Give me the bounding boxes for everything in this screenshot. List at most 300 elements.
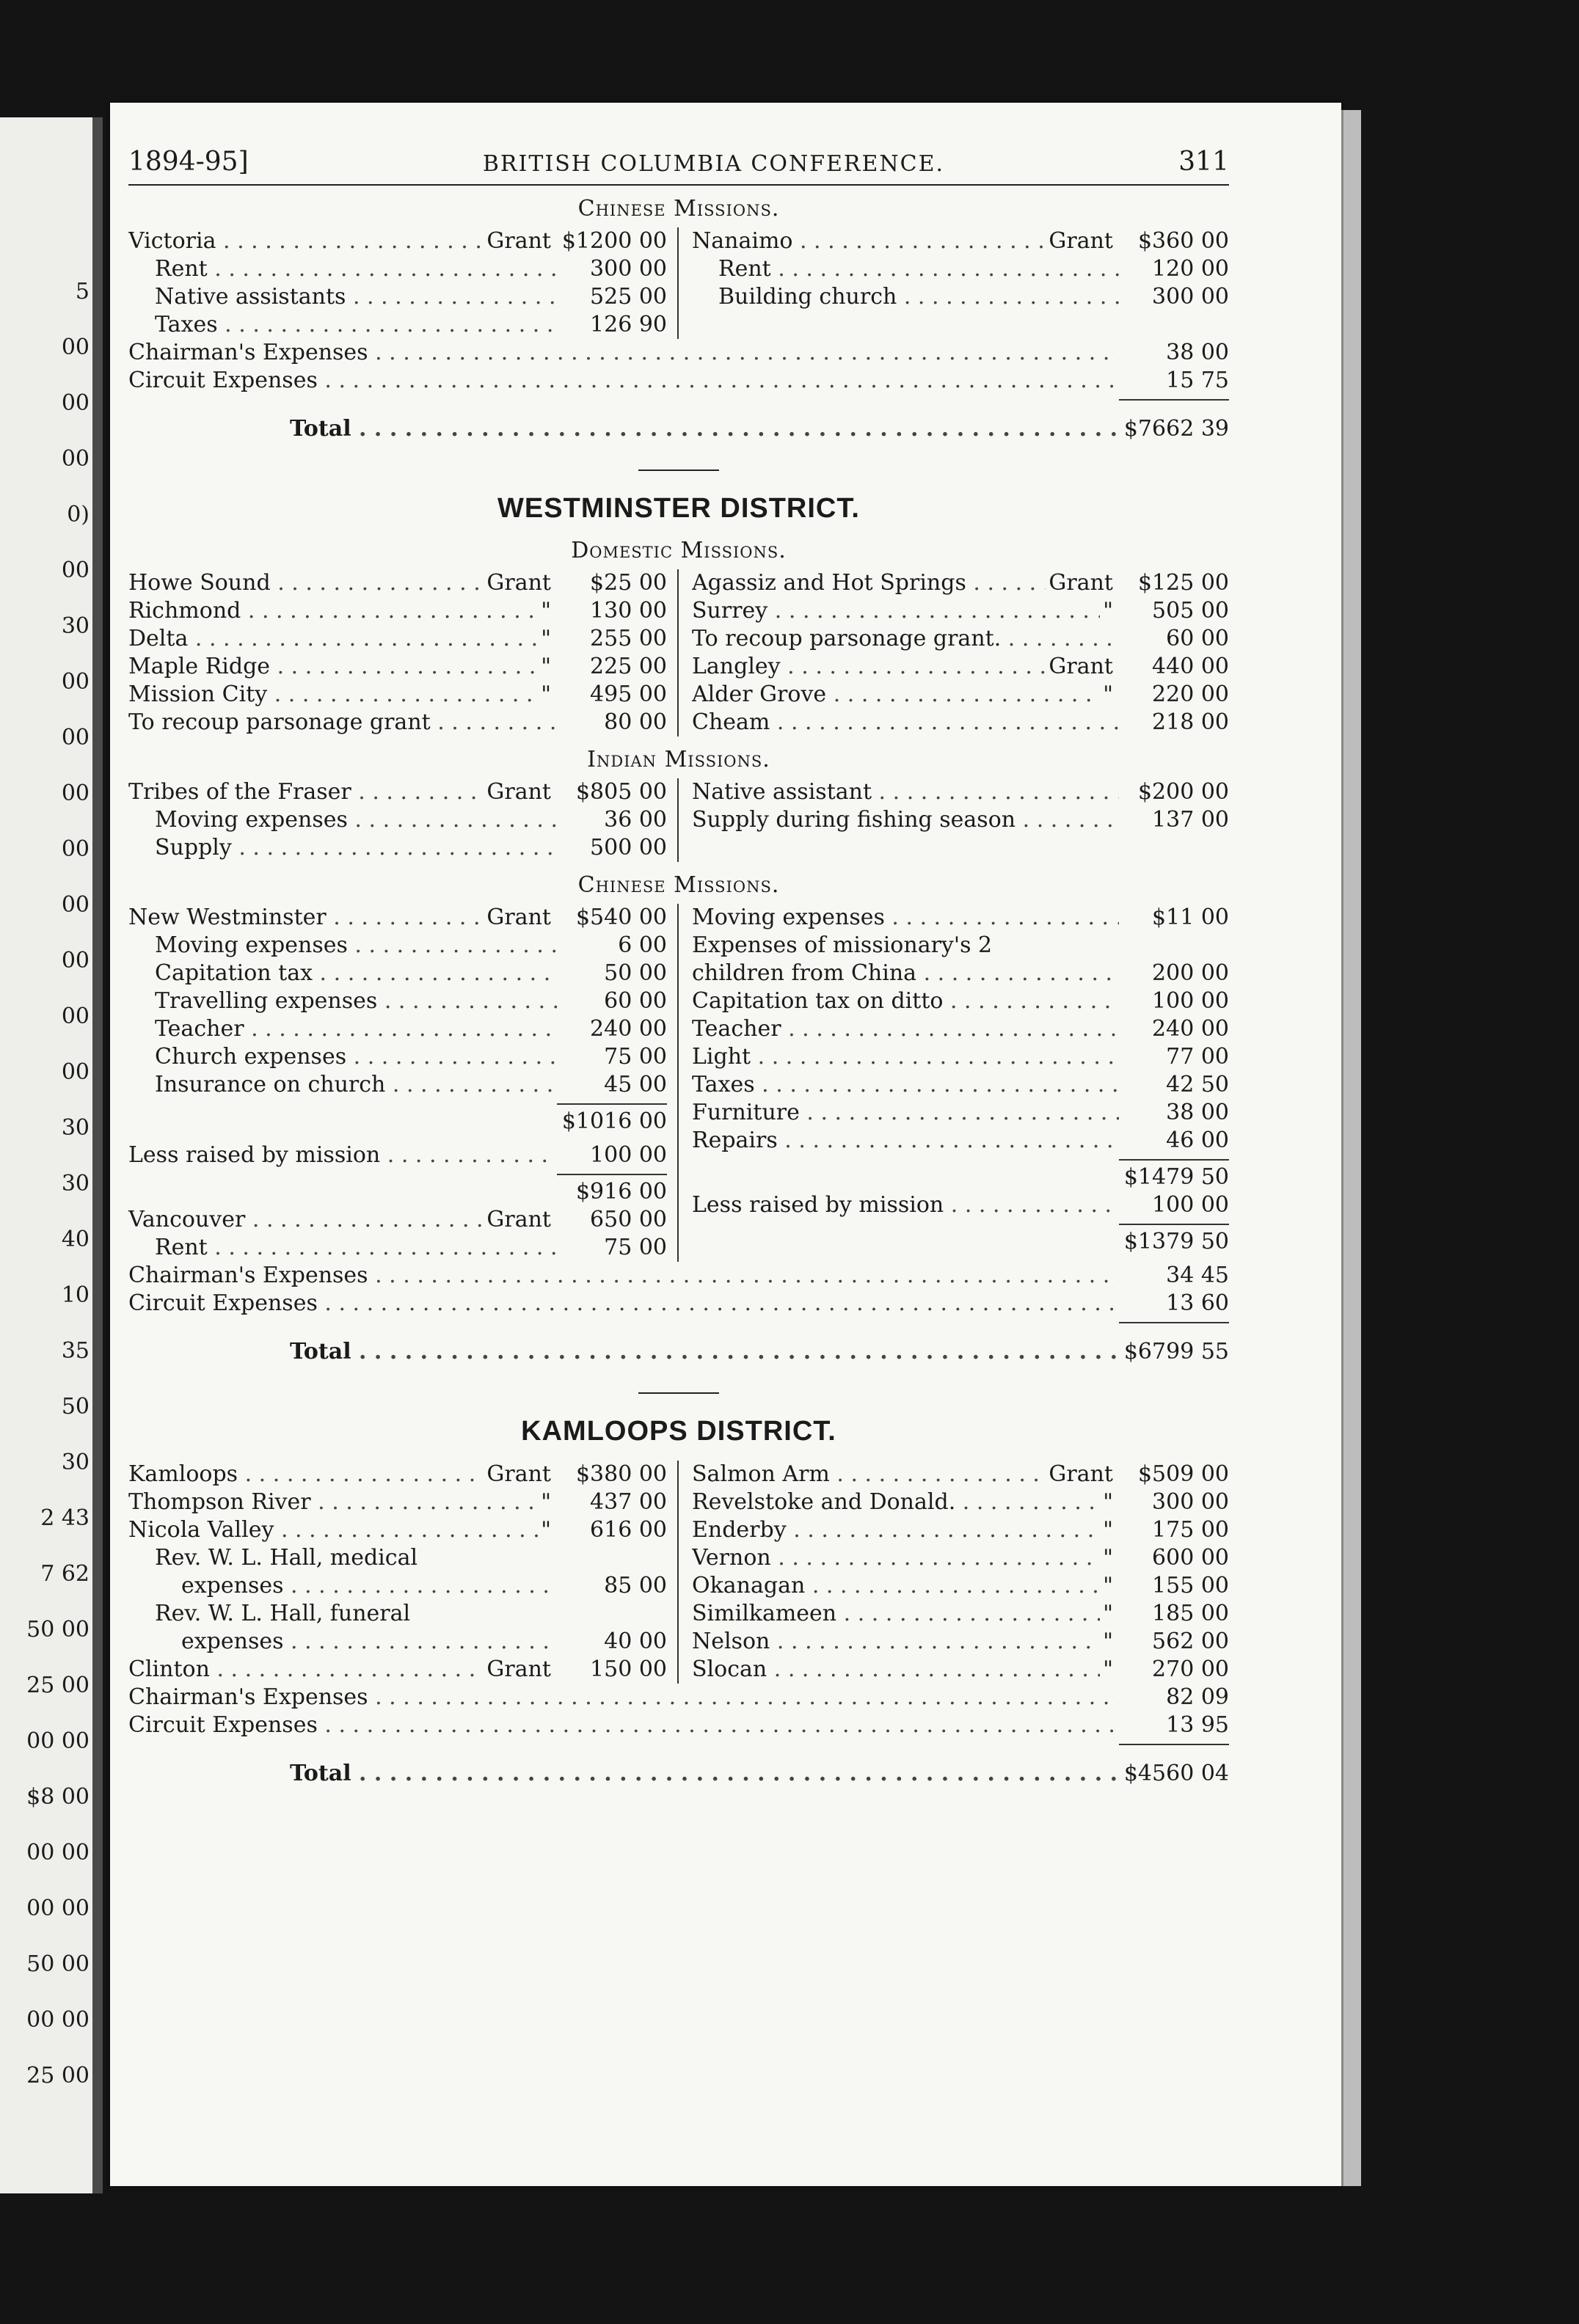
- ledger-row: [692, 1015, 1229, 1043]
- ledger-row: [128, 569, 667, 597]
- ledger-amount: $540 00: [575, 905, 667, 930]
- ledger-amount: [557, 1600, 667, 1628]
- ledger-amount: $805 00: [575, 779, 667, 805]
- ledger-row: [128, 806, 667, 834]
- previous-page-amount: 25 00: [26, 2063, 90, 2089]
- total-row: [128, 1338, 1229, 1366]
- total-row: [128, 415, 1229, 443]
- grant-marker: Grant: [486, 1461, 551, 1487]
- ledger-row: [128, 1711, 1229, 1739]
- westminster-district-heading: WESTMINSTER DISTRICT.: [497, 493, 860, 524]
- table-right-column: [679, 904, 1229, 1262]
- ledger-label: Maple Ridge . . .: [128, 653, 538, 681]
- ledger-amount: 218 00: [1152, 709, 1229, 735]
- ledger-amount: 50 00: [604, 960, 667, 986]
- table-right-column: [679, 778, 1229, 862]
- ledger-amount: 200 00: [1152, 960, 1229, 986]
- grant-marker: ": [541, 598, 551, 624]
- table-left-column: [128, 227, 679, 339]
- previous-page-amount: 30: [61, 1115, 90, 1141]
- ledger-row: [128, 1572, 667, 1600]
- ledger-label: Repairs . . .: [692, 1127, 1119, 1155]
- ledger-amount: 225 00: [590, 654, 667, 679]
- ledger-amount: 15 75: [1166, 368, 1229, 393]
- table-left-column: [128, 569, 679, 737]
- grant-marker: ": [1103, 682, 1113, 707]
- grant-marker: ": [1103, 1601, 1113, 1626]
- grant-marker: ": [1103, 1517, 1113, 1543]
- ledger-amount: $509 00: [1137, 1461, 1229, 1487]
- ledger-row: [128, 1516, 667, 1544]
- ledger-row: [692, 1628, 1229, 1656]
- ledger-row: [128, 1290, 1229, 1318]
- ledger-row: [692, 625, 1229, 653]
- ledger-amount: 562 00: [1152, 1629, 1229, 1654]
- ledger-amount: 75 00: [604, 1235, 667, 1260]
- ledger-amount: 42 50: [1166, 1072, 1229, 1097]
- district-expenses: [128, 1262, 1229, 1318]
- ledger-amount: 38 00: [1166, 1100, 1229, 1125]
- ledger-row: [128, 1043, 667, 1071]
- ledger-amount: 300 00: [1152, 284, 1229, 310]
- total-amount: $6799 55: [1123, 1339, 1229, 1364]
- previous-page-amount: 7 62: [40, 1561, 90, 1587]
- table-left-column: [128, 904, 679, 1262]
- table-right-column: [679, 1461, 1229, 1684]
- ledger-label: Church expenses . . .: [155, 1043, 557, 1071]
- ledger-row: [128, 904, 667, 932]
- ledger-row: [128, 778, 667, 806]
- ledger-amount: 495 00: [590, 682, 667, 707]
- ledger-row: [692, 1488, 1229, 1516]
- grant-marker: ": [1103, 1573, 1113, 1598]
- ledger-amount: $380 00: [575, 1461, 667, 1487]
- previous-page-amount: 00: [61, 1059, 90, 1085]
- net-amount: $1379 50: [1123, 1229, 1229, 1254]
- ledger-label: Rent . . .: [155, 255, 557, 283]
- ledger-row: [692, 960, 1229, 987]
- ledger-amount: 120 00: [1152, 256, 1229, 282]
- ledger-amount: 13 60: [1166, 1290, 1229, 1316]
- section-divider: [638, 1392, 719, 1394]
- ledger-amount: 440 00: [1152, 654, 1229, 679]
- previous-page-amount: 10: [61, 1282, 90, 1308]
- ledger-row: [128, 1234, 667, 1262]
- ledger-label: Circuit Expenses . . .: [128, 367, 1119, 395]
- ledger-label: Rent . . .: [155, 1234, 557, 1262]
- chinese-missions-table: [128, 227, 1229, 339]
- ledger-row: [128, 597, 667, 625]
- table-left-column: [128, 1461, 679, 1684]
- previous-page-amount: 00: [61, 669, 90, 695]
- ledger-amount: 36 00: [604, 807, 667, 833]
- previous-page-amount: 00: [61, 781, 90, 806]
- grant-marker: ": [541, 626, 551, 651]
- previous-page-amount: 50 00: [26, 1951, 90, 1977]
- ledger-row: [128, 1206, 667, 1234]
- ledger-row: [692, 1516, 1229, 1544]
- ledger-label: expenses . . .: [181, 1628, 557, 1656]
- ledger-row: [128, 1461, 667, 1488]
- ledger-label: Enderby . . .: [692, 1516, 1100, 1544]
- ledger-amount: 77 00: [1166, 1044, 1229, 1070]
- grant-marker: Grant: [486, 228, 551, 254]
- page-number: 311: [1178, 147, 1229, 177]
- ledger-label: Thompson River . . .: [128, 1488, 538, 1516]
- ledger-amount: $125 00: [1137, 570, 1229, 596]
- ledger-row: [692, 653, 1229, 681]
- grant-marker: Grant: [1049, 1461, 1113, 1487]
- previous-page-amount: 0): [67, 502, 90, 527]
- ledger-label: Travelling expenses . . .: [155, 987, 557, 1015]
- ledger-row: [692, 1071, 1229, 1099]
- ledger-row: [128, 1628, 667, 1656]
- grant-marker: Grant: [1049, 228, 1113, 254]
- ledger-amount: 100 00: [1152, 988, 1229, 1014]
- previous-page-amount: 5: [75, 279, 90, 304]
- ledger-label: expenses . . .: [181, 1572, 557, 1600]
- grant-marker: Grant: [1049, 654, 1113, 679]
- grant-marker: ": [541, 682, 551, 707]
- ledger-amount: 505 00: [1152, 598, 1229, 624]
- ledger-row: [128, 1656, 667, 1684]
- ledger-label: Expenses of missionary's 2: [692, 932, 993, 958]
- less-raised-amount: 100 00: [1152, 1192, 1229, 1218]
- grant-marker: ": [541, 1489, 551, 1515]
- previous-page-amount: 30: [61, 1450, 90, 1475]
- subsection-domestic-missions: Domestic Missions.: [571, 538, 787, 563]
- ledger-amount: 126 90: [590, 312, 667, 337]
- page-stack-edge: [1341, 110, 1361, 2186]
- ledger-label: Circuit Expenses . . .: [128, 1290, 1119, 1318]
- ledger-amount: 130 00: [590, 598, 667, 624]
- ledger-label: children from China . . .: [692, 960, 1119, 987]
- previous-page-amount: 00 00: [26, 2007, 90, 2033]
- ledger-row: [692, 1127, 1229, 1155]
- ledger-label: Taxes . . .: [155, 311, 557, 339]
- previous-page-amount: 00: [61, 446, 90, 472]
- ledger-row: [128, 653, 667, 681]
- district-expenses: [128, 1684, 1229, 1739]
- ledger-label: Nicola Valley . . .: [128, 1516, 538, 1544]
- ledger-amount: 220 00: [1152, 682, 1229, 707]
- ledger-label: Taxes . . .: [692, 1071, 1119, 1099]
- ledger-label: Tribes of the Fraser . . .: [128, 778, 484, 806]
- ledger-label: Cheam . . .: [692, 709, 1119, 737]
- district-expenses: [128, 339, 1229, 395]
- ledger-label: Agassiz and Hot Springs . . .: [692, 569, 1046, 597]
- ledger-label: Langley . . .: [692, 653, 1046, 681]
- ledger-row: [692, 255, 1229, 283]
- ledger-row: [128, 709, 667, 737]
- ledger-row: [128, 1262, 1229, 1290]
- ledger-label: Native assistant . . .: [692, 778, 1119, 806]
- ledger-label: Victoria . . .: [128, 227, 484, 255]
- ledger-amount: 34 45: [1166, 1263, 1229, 1288]
- ledger-row: [692, 1099, 1229, 1127]
- ledger-amount: 60 00: [604, 988, 667, 1014]
- ledger-label: Furniture . . .: [692, 1099, 1119, 1127]
- ledger-label: Nanaimo . . .: [692, 227, 1046, 255]
- ledger-row: [128, 625, 667, 653]
- ledger-row: [128, 367, 1229, 395]
- conference-title: BRITISH COLUMBIA CONFERENCE.: [482, 151, 945, 177]
- total-row: [128, 1760, 1229, 1788]
- ledger-row: [128, 834, 667, 862]
- ledger-row: [692, 987, 1229, 1015]
- ledger-label: Supply during fishing season . . .: [692, 806, 1119, 834]
- previous-page-amount: 00: [61, 892, 90, 918]
- ledger-amount: 38 00: [1166, 340, 1229, 365]
- previous-page-amount: 00: [61, 725, 90, 750]
- table-right-column: [679, 569, 1229, 737]
- less-raised-amount: 100 00: [590, 1142, 667, 1168]
- ledger-amount: $200 00: [1137, 779, 1229, 805]
- ledger-label: Teacher . . .: [155, 1015, 557, 1043]
- ledger-label: Salmon Arm . . .: [692, 1461, 1046, 1488]
- ledger-label: Capitation tax on ditto . . .: [692, 987, 1119, 1015]
- ledger-label: Moving expenses . . .: [155, 932, 557, 960]
- ledger-row: [692, 1544, 1229, 1572]
- ledger-row: [128, 681, 667, 709]
- ledger-row: [128, 960, 667, 987]
- previous-page-amount: 00: [61, 558, 90, 583]
- ledger-label: To recoup parsonage grant. . . .: [692, 625, 1119, 653]
- section-divider: [638, 469, 719, 471]
- total-rule: [128, 1739, 1229, 1748]
- ledger-row: [128, 1544, 667, 1572]
- ledger-amount: $1200 00: [561, 228, 667, 254]
- volume-years: 1894-95]: [128, 147, 249, 177]
- ledger-row: [692, 904, 1229, 932]
- previous-page-amount: 00: [61, 390, 90, 416]
- grant-marker: ": [1103, 598, 1113, 624]
- previous-page-amount: 00: [61, 335, 90, 360]
- ledger-amount: 437 00: [590, 1489, 667, 1515]
- ledger-row: [128, 283, 667, 311]
- ledger-row: [128, 1015, 667, 1043]
- net-amount: $916 00: [575, 1179, 667, 1205]
- ledger-row: [692, 283, 1229, 311]
- ledger-label: Richmond . . .: [128, 597, 538, 625]
- ledger-amount: $25 00: [590, 570, 667, 596]
- ledger-amount: 45 00: [604, 1072, 667, 1097]
- ledger-label: Supply . . .: [155, 834, 557, 862]
- subsection-chinese-missions-2: Chinese Missions.: [577, 872, 780, 898]
- ledger-label: Chairman's Expenses . . .: [128, 1684, 1119, 1711]
- ledger-amount: 155 00: [1152, 1573, 1229, 1598]
- previous-page-amount: 40: [61, 1227, 90, 1252]
- previous-page-amount: 30: [61, 613, 90, 639]
- ledger-amount: 616 00: [590, 1517, 667, 1543]
- total-label: Total . . .: [290, 1338, 1119, 1366]
- subsection-indian-missions: Indian Missions.: [587, 747, 770, 772]
- ledger-row: [128, 339, 1229, 367]
- grant-marker: Grant: [486, 1207, 551, 1232]
- ledger-label: Capitation tax . . .: [155, 960, 557, 987]
- previous-page-amount: 00 00: [26, 1840, 90, 1866]
- subsection-chinese-missions-1: Chinese Missions.: [577, 196, 780, 222]
- ledger-amount: 500 00: [590, 835, 667, 860]
- chinese-missions-westminster-table: [128, 904, 1229, 1262]
- ledger-row: [692, 1600, 1229, 1628]
- domestic-missions-table: [128, 569, 1229, 737]
- ledger-label: Chairman's Expenses . . .: [128, 1262, 1119, 1290]
- grant-marker: Grant: [486, 905, 551, 930]
- previous-page-amount: 35: [61, 1338, 90, 1364]
- table-left-column: [128, 778, 679, 862]
- ledger-row: [128, 987, 667, 1015]
- ledger-amount: $11 00: [1152, 905, 1229, 930]
- ledger-label: New Westminster . . .: [128, 904, 484, 932]
- grant-marker: Grant: [1049, 570, 1113, 596]
- ledger-amount: 255 00: [590, 626, 667, 651]
- ledger-label: Delta . . .: [128, 625, 538, 653]
- previous-page-amount: 00 00: [26, 1896, 90, 1921]
- ledger-label: Similkameen . . .: [692, 1600, 1100, 1628]
- ledger-row: [128, 255, 667, 283]
- total-amount: $4560 04: [1123, 1761, 1229, 1786]
- ledger-amount: 82 09: [1166, 1684, 1229, 1710]
- ledger-row: [692, 569, 1229, 597]
- ledger-label: Circuit Expenses . . .: [128, 1711, 1119, 1739]
- grant-marker: Grant: [486, 570, 551, 596]
- ledger-amount: 6 00: [618, 932, 667, 958]
- ledger-amount: $360 00: [1137, 228, 1229, 254]
- ledger-label: Light . . .: [692, 1043, 1119, 1071]
- previous-page-amount: $8 00: [26, 1784, 90, 1810]
- previous-page-amount: 30: [61, 1171, 90, 1196]
- previous-page-amount: 00: [61, 1004, 90, 1029]
- ledger-amount: 240 00: [1152, 1016, 1229, 1042]
- ledger-label: Rev. W. L. Hall, medical: [155, 1545, 418, 1571]
- ledger-label: Okanagan . . .: [692, 1572, 1100, 1600]
- ledger-label: Teacher . . .: [692, 1015, 1119, 1043]
- ledger-label: Vancouver . . .: [128, 1206, 484, 1234]
- ledger-amount: 13 95: [1166, 1712, 1229, 1738]
- previous-page-amount: 00 00: [26, 1728, 90, 1754]
- ledger-row: [128, 932, 667, 960]
- ledger-row: [692, 227, 1229, 255]
- ledger-amount: [1119, 932, 1229, 960]
- ledger-label: Rent . . .: [718, 255, 1119, 283]
- ledger-row: [692, 806, 1229, 834]
- ledger-label: Nelson . . .: [692, 1628, 1100, 1656]
- ledger-amount: 137 00: [1152, 807, 1229, 833]
- grant-marker: ": [541, 654, 551, 679]
- ledger-row: [692, 1461, 1229, 1488]
- ledger-row: [128, 1071, 667, 1099]
- book-gutter: [92, 117, 103, 2193]
- total-label: Total . . .: [290, 415, 1119, 443]
- ledger-amount: 46 00: [1166, 1128, 1229, 1153]
- ledger-label: To recoup parsonage grant . . .: [128, 709, 557, 737]
- grant-marker: ": [1103, 1629, 1113, 1654]
- ledger-label: Chairman's Expenses . . .: [128, 339, 1119, 367]
- ledger-label: Rev. W. L. Hall, funeral: [155, 1601, 411, 1626]
- ledger-label: Clinton . . .: [128, 1656, 484, 1684]
- ledger-label: Vernon . . .: [692, 1544, 1100, 1572]
- ledger-amount: 240 00: [590, 1016, 667, 1042]
- ledger-amount: 300 00: [1152, 1489, 1229, 1515]
- ledger-amount: 525 00: [590, 284, 667, 310]
- ledger-amount: [557, 1544, 667, 1572]
- ledger-row: [692, 597, 1229, 625]
- ledger-row: [692, 1656, 1229, 1684]
- ledger-amount: 185 00: [1152, 1601, 1229, 1626]
- grant-marker: ": [1103, 1489, 1113, 1515]
- ledger-row: [692, 1043, 1229, 1071]
- ledger-label: Moving expenses . . .: [692, 904, 1119, 932]
- ledger-row: [692, 778, 1229, 806]
- ledger-amount: 270 00: [1152, 1656, 1229, 1682]
- ledger-label: Surrey . . .: [692, 597, 1100, 625]
- previous-page-amount: 25 00: [26, 1673, 90, 1698]
- ledger-row: [692, 709, 1229, 737]
- previous-page-amount: 00: [61, 836, 90, 862]
- ledger-label: Kamloops . . .: [128, 1461, 484, 1488]
- ledger-amount: 600 00: [1152, 1545, 1229, 1571]
- ledger-row: [128, 1488, 667, 1516]
- previous-page-amount: 50 00: [26, 1617, 90, 1642]
- total-rule: [128, 395, 1229, 403]
- total-label: Total . . .: [290, 1760, 1119, 1788]
- ledger-amount: 175 00: [1152, 1517, 1229, 1543]
- less-raised-label: Less raised by mission . . .: [692, 1191, 1119, 1219]
- grant-marker: ": [1103, 1545, 1113, 1571]
- ledger-label: Slocan . . .: [692, 1656, 1100, 1684]
- kamloops-table: [128, 1461, 1229, 1684]
- ledger-row: [692, 932, 1229, 960]
- ledger-label: Mission City . . .: [128, 681, 538, 709]
- ledger-row: [128, 311, 667, 339]
- grant-marker: Grant: [486, 779, 551, 805]
- ledger-label: Revelstoke and Donald. . . .: [692, 1488, 1100, 1516]
- kamloops-district-heading: KAMLOOPS DISTRICT.: [521, 1416, 836, 1447]
- ledger-label: Alder Grove . . .: [692, 681, 1100, 709]
- ledger-row: [128, 227, 667, 255]
- ledger-row: [692, 1572, 1229, 1600]
- ledger-row: [128, 1600, 667, 1628]
- previous-page-amount: 50: [61, 1394, 90, 1419]
- ledger-row: [128, 1684, 1229, 1711]
- table-right-column: [679, 227, 1229, 339]
- indian-missions-table: [128, 778, 1229, 862]
- ledger-row: [692, 681, 1229, 709]
- grant-marker: Grant: [486, 1656, 551, 1682]
- subtotal-amount: $1479 50: [1123, 1164, 1229, 1190]
- ledger-amount: 40 00: [604, 1629, 667, 1654]
- ledger-amount: 80 00: [604, 709, 667, 735]
- grant-marker: ": [1103, 1656, 1113, 1682]
- total-amount: $7662 39: [1123, 416, 1229, 442]
- ledger-amount: 60 00: [1166, 626, 1229, 651]
- ledger-label: Building church . . .: [718, 283, 1119, 311]
- previous-page-edge: [0, 117, 103, 2193]
- less-raised-label: Less raised by mission . . .: [128, 1141, 557, 1169]
- ledger-amount: 85 00: [604, 1573, 667, 1598]
- ledger-label: Native assistants . . .: [155, 283, 557, 311]
- subtotal-amount: $1016 00: [561, 1108, 667, 1134]
- ledger-label: Howe Sound . . .: [128, 569, 484, 597]
- ledger-amount: 150 00: [590, 1656, 667, 1682]
- ledger-amount: 75 00: [604, 1044, 667, 1070]
- previous-page-amount: 00: [61, 948, 90, 973]
- ledger-amount: 650 00: [590, 1207, 667, 1232]
- ledger-label: Moving expenses . . .: [155, 806, 557, 834]
- previous-page-amount: 2 43: [40, 1505, 90, 1531]
- grant-marker: ": [541, 1517, 551, 1543]
